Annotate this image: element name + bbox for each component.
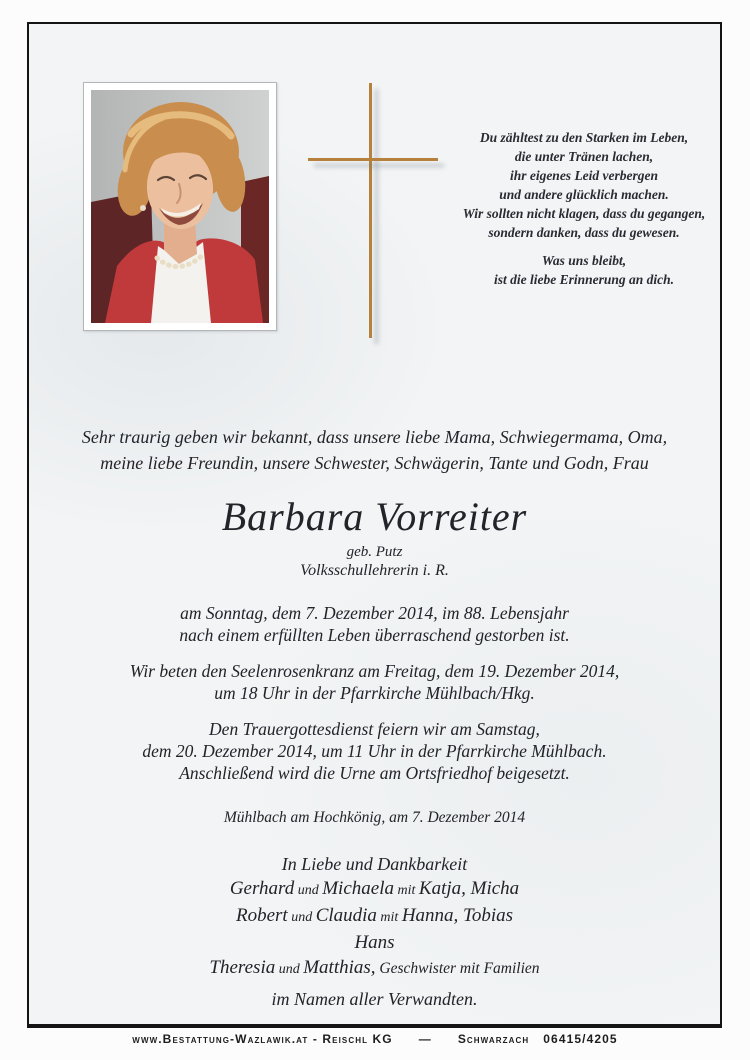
mourners-intro: In Liebe und Dankbarkeit xyxy=(281,854,468,874)
mourner-connector: mit xyxy=(394,883,419,898)
footer-dash: — xyxy=(418,1032,432,1046)
poem-line: ihr eigenes Leid verbergen xyxy=(509,168,659,183)
obituary-card xyxy=(27,22,722,1028)
mourner-line xyxy=(29,930,720,955)
memorial-poem xyxy=(434,128,734,289)
mourner-name: Gerhard xyxy=(229,878,295,899)
mourner-line xyxy=(29,955,720,982)
dateline: Mühlbach am Hochkönig, am 7. Dezember 2014 xyxy=(223,809,526,826)
mourner-name: Claudia xyxy=(315,905,377,926)
funeral-line: Den Trauergottesdienst feiern wir am Samstag, xyxy=(209,719,540,739)
funeral-home-name: www.Bestattung-Wazlawik.at - Reischl KG xyxy=(132,1032,393,1046)
rosary-notice xyxy=(29,660,720,704)
mourner-name: Robert xyxy=(235,905,288,926)
poem-line: die unter Tränen lachen, xyxy=(514,149,654,164)
cross-icon xyxy=(369,83,372,338)
mourner-name: Michaela xyxy=(322,878,394,899)
funeral-home-phone: 06415/4205 xyxy=(543,1032,618,1046)
mourner-line xyxy=(29,903,720,930)
mourner-connector: und xyxy=(294,883,323,898)
birth-name: geb. Putz xyxy=(346,544,403,560)
poem-line: Wir sollten nicht klagen, dass du gegangen, xyxy=(462,206,706,221)
rosary-line: um 18 Uhr in der Pfarrkirche Mühlbach/Hkg. xyxy=(214,683,535,703)
rosary-line: Wir beten den Seelenrosenkranz am Freitag, dem 19. Dezember 2014, xyxy=(129,661,620,681)
portrait-illustration xyxy=(91,90,269,323)
funeral-line: dem 20. Dezember 2014, um 11 Uhr in der Pfarrkirche Mühlbach. xyxy=(142,741,607,761)
funeral-line: Anschließend wird die Urne am Ortsfriedhof beigesetzt. xyxy=(179,763,570,783)
poem-line: Was uns bleibt, xyxy=(541,253,627,268)
announcement-intro-line: Sehr traurig geben wir bekannt, dass unsere liebe Mama, Schwiegermama, Oma, xyxy=(81,427,668,447)
death-notice-line: nach einem erfüllten Leben überraschend gestorben ist. xyxy=(179,625,570,645)
mourners-closing: im Namen aller Verwandten. xyxy=(271,989,478,1009)
funeral-notice xyxy=(29,718,720,784)
poem-line: sondern danken, dass du gewesen. xyxy=(488,225,680,240)
portrait-photo xyxy=(83,82,277,331)
mourner-name: Hans xyxy=(354,932,395,953)
mourner-connector: und xyxy=(275,962,304,977)
poem-line: Du zähltest zu den Starken im Leben, xyxy=(479,130,689,145)
funeral-home-footer xyxy=(0,1032,750,1046)
mourner-connector: Geschwister mit Familien xyxy=(375,960,540,977)
poem-line: ist die liebe Erinnerung an dich. xyxy=(493,272,675,287)
announcement-body xyxy=(29,424,720,1011)
poem-line: und andere glücklich machen. xyxy=(499,187,669,202)
mourner-name: Hanna, Tobias xyxy=(401,905,514,926)
death-notice xyxy=(29,602,720,646)
announcement-intro xyxy=(29,424,720,476)
mourner-name: Theresia xyxy=(209,957,276,978)
mourner-connector: mit xyxy=(376,910,402,925)
announcement-intro-line: meine liebe Freundin, unsere Schwester, Schwägerin, Tante und Godn, Frau xyxy=(100,453,649,473)
mourner-name: Katja, Micha xyxy=(418,878,520,899)
mourner-connector: und xyxy=(287,910,316,925)
death-notice-line: am Sonntag, dem 7. Dezember 2014, im 88. Lebensjahr xyxy=(180,603,569,623)
funeral-home-place: Schwarzach xyxy=(457,1032,530,1046)
deceased-name: Barbara Vorreiter xyxy=(221,494,528,539)
mourner-line xyxy=(29,876,720,903)
cross-icon-crossbar xyxy=(308,158,438,161)
mourners-list xyxy=(29,876,720,982)
profession: Volksschullehrerin i. R. xyxy=(300,562,449,579)
mourner-name: Matthias, xyxy=(303,957,376,978)
